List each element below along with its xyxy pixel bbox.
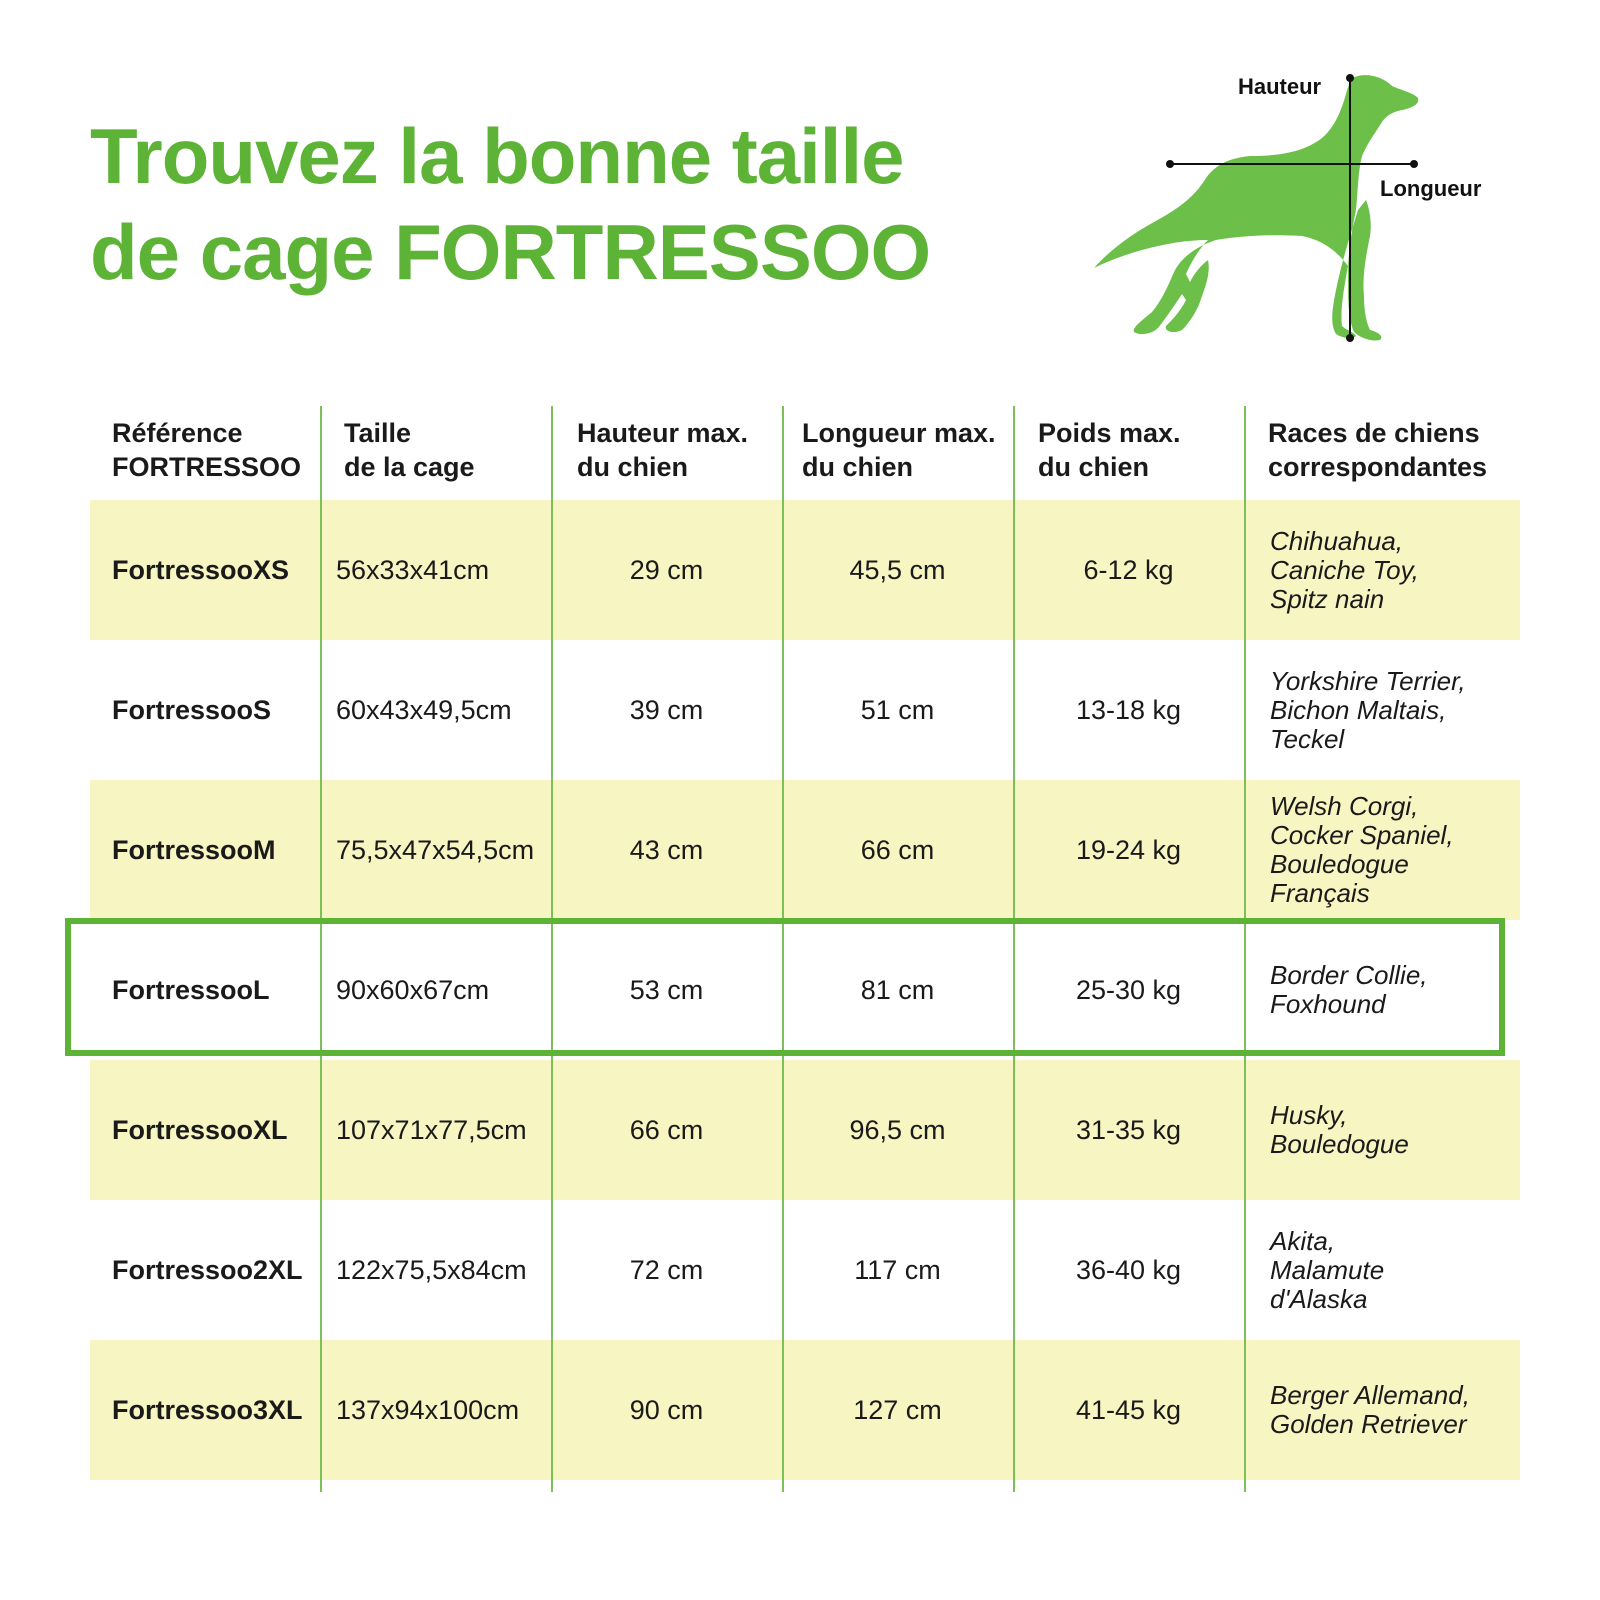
length-label: Longueur bbox=[1380, 176, 1482, 201]
cell-length: 81 cm bbox=[860, 974, 935, 1005]
cell-breeds bbox=[1270, 1340, 1520, 1480]
cell-breeds bbox=[1270, 920, 1520, 1060]
cell-weight: 19-24 kg bbox=[1075, 834, 1182, 865]
cell-size: 107x71x77,5cm bbox=[336, 1114, 527, 1145]
breed-line: Teckel bbox=[1270, 723, 1345, 754]
table-row bbox=[90, 1060, 1520, 1200]
breed-line: Golden Retriever bbox=[1270, 1409, 1467, 1439]
cell-length: 127 cm bbox=[853, 1394, 942, 1425]
cell-ref: FortressooXL bbox=[112, 1114, 288, 1145]
cell-height: 39 cm bbox=[629, 694, 704, 725]
cell-size: 56x33x41cm bbox=[336, 554, 490, 585]
column-divider bbox=[1013, 406, 1015, 1492]
table-row bbox=[90, 640, 1520, 780]
header-max-height: Hauteur max. du chien bbox=[577, 418, 749, 482]
height-top-dot bbox=[1346, 74, 1354, 82]
cell-ref: FortressooXS bbox=[112, 554, 290, 585]
breed-line: Français bbox=[1270, 878, 1370, 908]
cell-height: 29 cm bbox=[629, 554, 704, 585]
cell-size: 75,5x47x54,5cm bbox=[336, 834, 535, 865]
dog-measurement-diagram bbox=[1090, 60, 1530, 360]
breed-line: Caniche Toy, bbox=[1270, 554, 1419, 585]
size-table bbox=[90, 406, 1520, 1480]
cell-height: 43 cm bbox=[629, 834, 704, 865]
cell-length: 45,5 cm bbox=[849, 554, 946, 585]
breed-line: Welsh Corgi, bbox=[1270, 791, 1419, 821]
cell-length: 66 cm bbox=[860, 834, 935, 865]
table-row bbox=[90, 920, 1520, 1060]
cell-weight: 36-40 kg bbox=[1075, 1254, 1182, 1285]
breed-line: Akita, bbox=[1270, 1225, 1336, 1256]
breed-line: Bouledogue bbox=[1270, 1129, 1409, 1159]
cell-height: 53 cm bbox=[629, 974, 704, 1005]
breeds-list bbox=[1270, 527, 1419, 614]
dog-body bbox=[1094, 75, 1418, 340]
cell-weight: 13-18 kg bbox=[1075, 694, 1182, 725]
breed-line: Yorkshire Terrier, bbox=[1270, 665, 1466, 696]
breed-line: Malamute bbox=[1270, 1254, 1385, 1285]
length-start-dot bbox=[1166, 160, 1174, 168]
cell-size: 90x60x67cm bbox=[336, 974, 490, 1005]
breed-line: Berger Allemand, bbox=[1270, 1380, 1470, 1410]
breeds-list bbox=[1270, 792, 1454, 908]
cell-weight: 25-30 kg bbox=[1075, 974, 1182, 1005]
table-body bbox=[90, 500, 1520, 1480]
cell-breeds bbox=[1270, 500, 1520, 640]
cell-height: 90 cm bbox=[629, 1394, 704, 1425]
cell-height: 72 cm bbox=[629, 1254, 704, 1285]
header-max-weight: Poids max. du chien bbox=[1038, 418, 1181, 482]
table-header bbox=[90, 406, 1520, 500]
breed-line: Foxhound bbox=[1270, 989, 1386, 1019]
page-title bbox=[90, 108, 930, 300]
length-end-dot bbox=[1410, 160, 1418, 168]
header-reference: Référence FORTRESSOO bbox=[112, 418, 302, 482]
table-row bbox=[90, 1340, 1520, 1480]
column-divider bbox=[782, 406, 784, 1492]
cell-size: 137x94x100cm bbox=[336, 1394, 520, 1425]
table-row bbox=[90, 1200, 1520, 1340]
cell-ref: FortressooM bbox=[112, 834, 276, 865]
breeds-list bbox=[1270, 1227, 1384, 1314]
breed-line: d'Alaska bbox=[1270, 1283, 1368, 1314]
cell-ref: Fortressoo3XL bbox=[112, 1394, 303, 1425]
header-max-length: Longueur max. du chien bbox=[802, 418, 996, 482]
cell-weight: 6-12 kg bbox=[1083, 554, 1174, 585]
cell-size: 122x75,5x84cm bbox=[336, 1254, 527, 1285]
breed-line: Bichon Maltais, bbox=[1270, 694, 1447, 725]
breed-line: Border Collie, bbox=[1270, 960, 1428, 990]
cell-breeds bbox=[1270, 1060, 1520, 1200]
cell-length: 117 cm bbox=[854, 1254, 941, 1285]
header-breeds: Races de chiens correspondantes bbox=[1268, 418, 1488, 482]
cell-length: 96,5 cm bbox=[849, 1114, 946, 1145]
cell-size: 60x43x49,5cm bbox=[336, 694, 512, 725]
breed-line: Cocker Spaniel, bbox=[1270, 820, 1454, 850]
title-line-1: Trouvez la bonne taille bbox=[90, 112, 904, 200]
column-divider bbox=[551, 406, 553, 1492]
title-line-2: de cage FORTRESSOO bbox=[90, 208, 931, 296]
cell-ref: FortressooL bbox=[112, 974, 270, 1005]
breed-line: Spitz nain bbox=[1270, 583, 1385, 614]
breed-line: Chihuahua, bbox=[1270, 525, 1403, 556]
height-bottom-dot bbox=[1346, 334, 1354, 342]
breeds-list bbox=[1270, 1381, 1470, 1439]
breeds-list bbox=[1270, 1101, 1409, 1159]
breeds-list bbox=[1270, 667, 1466, 754]
dog-silhouette-icon bbox=[1090, 60, 1530, 360]
cell-weight: 41-45 kg bbox=[1075, 1394, 1182, 1425]
cell-breeds bbox=[1270, 780, 1520, 920]
cell-ref: Fortressoo2XL bbox=[112, 1254, 303, 1285]
height-label: Hauteur bbox=[1238, 74, 1322, 99]
breed-line: Husky, bbox=[1270, 1100, 1348, 1130]
cell-ref: FortressooS bbox=[112, 694, 272, 725]
table-row bbox=[90, 780, 1520, 920]
breeds-list bbox=[1270, 961, 1428, 1019]
header-cage-size: Taille de la cage bbox=[344, 418, 475, 482]
cell-breeds bbox=[1270, 640, 1520, 780]
cell-length: 51 cm bbox=[860, 694, 935, 725]
cell-breeds bbox=[1270, 1200, 1520, 1340]
cell-height: 66 cm bbox=[629, 1114, 704, 1145]
column-divider bbox=[320, 406, 322, 1492]
cell-weight: 31-35 kg bbox=[1075, 1114, 1182, 1145]
table-row bbox=[90, 500, 1520, 640]
breed-line: Bouledogue bbox=[1270, 849, 1409, 879]
column-divider bbox=[1244, 406, 1246, 1492]
